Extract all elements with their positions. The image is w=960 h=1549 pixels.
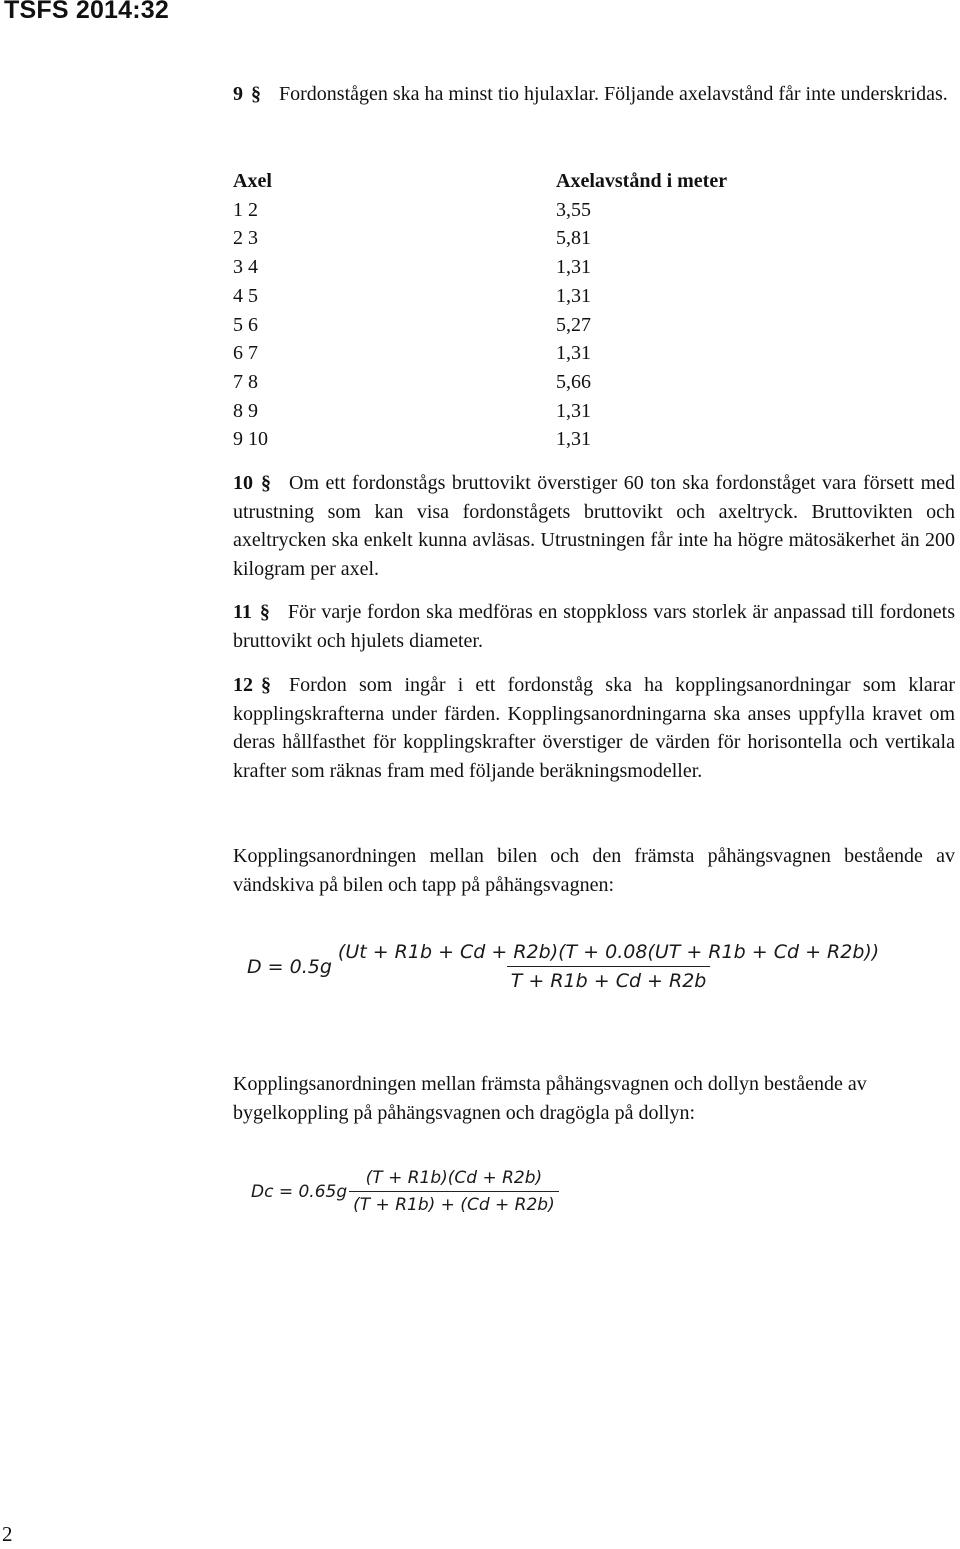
section-12	[233, 671, 955, 785]
coupling-description-2	[233, 1070, 955, 1127]
axel-cell: 9 10	[233, 428, 268, 451]
distance-cell: 1,31	[556, 428, 591, 451]
section-sign: §	[261, 674, 271, 696]
distance-cell: 5,27	[556, 313, 591, 336]
distance-cell: 3,55	[556, 198, 591, 221]
section-9-text: Fordonstågen ska ha minst tio hjulaxlar. Följande axelavstånd får inte underskridas.	[279, 83, 948, 105]
section-sign: §	[251, 83, 261, 105]
formula-d	[247, 941, 883, 992]
axel-cell: 6 7	[233, 342, 258, 365]
axel-cell: 5 6	[233, 313, 258, 336]
formula-dc-lhs: Dc = 0.65g	[251, 1181, 348, 1202]
axle-distance-table	[233, 167, 955, 454]
distance-cell: 1,31	[556, 399, 591, 422]
axel-cell: 3 4	[233, 256, 258, 279]
coupling-text-1: Kopplingsanordningen mellan bilen och den främsta påhängsvagnen bestående av vändskiva på bilen och tapp på påhängsvagnen:	[233, 845, 955, 896]
formula-dc	[251, 1168, 559, 1215]
section-9-paragraph	[233, 80, 955, 109]
formula-d-lhs: D = 0.5g	[247, 955, 332, 978]
section-12-text: Fordon som ingår i ett fordonståg ska ha kopplingsanordningar som klarar kopplingskrafterna under färden. Kopplingsanordningarna ska anses uppfylla kravet om deras hållfasthet för kopplingskrafter överstiger de värden för horisontella och vertikala krafter som räknas fram med följande beräkningsmodeller.	[233, 674, 955, 782]
section-sign: §	[261, 472, 271, 494]
distance-cell: 1,31	[556, 256, 591, 279]
axel-cell: 1 2	[233, 198, 258, 221]
table-row	[233, 282, 955, 311]
section-12-number: 12	[233, 674, 253, 696]
table-row	[233, 397, 955, 426]
formula-dc-numerator: (T + R1b)(Cd + R2b)	[365, 1168, 543, 1188]
distance-cell: 5,66	[556, 370, 591, 393]
section-11-paragraph	[233, 598, 955, 655]
axel-cell: 7 8	[233, 370, 258, 393]
section-10-number: 10	[233, 472, 253, 494]
section-sign: §	[259, 601, 270, 623]
table-row	[233, 339, 955, 368]
formula-dc-denominator: (T + R1b) + (Cd + R2b)	[349, 1191, 559, 1215]
section-10	[233, 469, 955, 583]
section-12-paragraph	[233, 671, 955, 785]
page-number: 2	[2, 1522, 13, 1546]
distance-cell: 1,31	[556, 342, 591, 365]
distance-cell: 5,81	[556, 227, 591, 250]
coupling-text-2: Kopplingsanordningen mellan främsta påhängsvagnen och dollyn bestående av bygelkoppling på påhängsvagnen och dragögla på dollyn:	[233, 1073, 867, 1124]
table-row	[233, 425, 955, 454]
section-11-number: 11	[233, 601, 252, 623]
axel-cell: 2 3	[233, 227, 258, 250]
section-9	[233, 80, 955, 109]
column-header-axel: Axel	[233, 170, 272, 192]
formula-d-numerator: (Ut + R1b + Cd + R2b)(T + 0.08(UT + R1b + Cd + R2b))	[337, 941, 880, 963]
section-11-text: För varje fordon ska medföras en stoppkloss vars storlek är anpassad till fordonets bruttovikt och hjulets diameter.	[233, 601, 955, 652]
table-row	[233, 253, 955, 282]
table-row	[233, 368, 955, 397]
document-header: TSFS 2014:32	[4, 0, 169, 24]
distance-cell: 1,31	[556, 284, 591, 307]
section-10-text: Om ett fordonstågs bruttovikt överstiger 60 ton ska fordonståget vara försett med utrustning som kan visa fordonstågets bruttovikt och axeltryck. Bruttovikten och axeltrycken ska enkelt kunna avläsas. Utrustningen får inte ha högre mätosäkerhet än 200 kilogram per axel.	[233, 472, 955, 580]
table-row	[233, 311, 955, 340]
section-9-number: 9	[233, 83, 243, 105]
formula-dc-fraction	[349, 1168, 559, 1215]
table-row	[233, 196, 955, 225]
table-header-row	[233, 167, 955, 196]
formula-d-denominator: T + R1b + Cd + R2b	[507, 966, 711, 992]
axel-cell: 8 9	[233, 399, 258, 422]
table-row	[233, 224, 955, 253]
section-10-paragraph	[233, 469, 955, 583]
coupling-description-1	[233, 842, 955, 899]
formula-d-fraction	[334, 941, 883, 992]
column-header-distance: Axelavstånd i meter	[556, 170, 728, 192]
section-11	[233, 598, 955, 655]
axel-cell: 4 5	[233, 284, 258, 307]
